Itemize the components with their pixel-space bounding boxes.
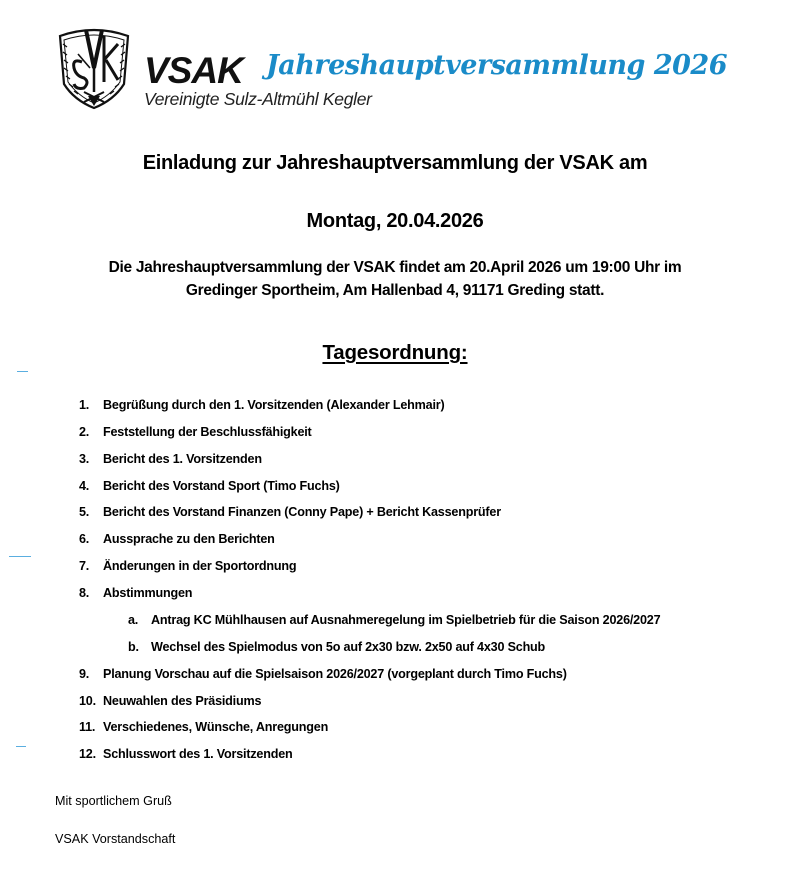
agenda-item-text: Abstimmungen bbox=[103, 586, 193, 600]
brand-name: VSAK bbox=[144, 50, 243, 91]
agenda-item-number: 7. bbox=[79, 559, 90, 573]
agenda-item-text: Planung Vorschau auf die Spielsaison 2026/2027 (vorgeplant durch Timo Fuchs) bbox=[103, 667, 567, 681]
agenda-item-number: 12. bbox=[79, 747, 96, 761]
meeting-details-line-1: Die Jahreshauptversammlung der VSAK findet am 20.April 2026 um 19:00 Uhr im bbox=[108, 259, 682, 276]
meeting-date: Montag, 20.04.2026 bbox=[306, 210, 484, 232]
brand-subtitle: Vereinigte Sulz-Altmühl Kegler bbox=[144, 89, 372, 109]
agenda-item-number: 6. bbox=[79, 532, 90, 546]
margin-mark bbox=[9, 556, 31, 557]
margin-mark bbox=[17, 371, 28, 372]
meeting-details-line-2: Gredinger Sportheim, Am Hallenbad 4, 91171 Greding statt. bbox=[185, 282, 605, 299]
brand-block bbox=[144, 50, 372, 109]
agenda-item-text: Bericht des Vorstand Sport (Timo Fuchs) bbox=[103, 479, 340, 493]
closing-greeting: Mit sportlichem Gruß bbox=[55, 794, 172, 808]
agenda-item-text: Aussprache zu den Berichten bbox=[103, 532, 275, 546]
margin-mark bbox=[16, 746, 26, 747]
invitation-heading: Einladung zur Jahreshauptversammlung der VSAK am bbox=[142, 152, 648, 174]
agenda-subitem-letter: b. bbox=[128, 640, 139, 654]
agenda-item-text: Begrüßung durch den 1. Vorsitzenden (Alexander Lehmair) bbox=[103, 398, 445, 412]
agenda-item-text: Verschiedenes, Wünsche, Anregungen bbox=[103, 720, 329, 734]
document-title: Jahreshauptversammlung 2026 bbox=[266, 50, 727, 81]
agenda-item-number: 9. bbox=[79, 667, 90, 681]
agenda-item-text: Feststellung der Beschlussfähigkeit bbox=[103, 425, 312, 439]
agenda-item-text: Schlusswort des 1. Vorsitzenden bbox=[103, 747, 293, 761]
agenda-item-text: Bericht des Vorstand Finanzen (Conny Pape) + Bericht Kassenprüfer bbox=[103, 505, 501, 519]
agenda-item-number: 3. bbox=[79, 452, 90, 466]
agenda-subitem-text: Wechsel des Spielmodus von 5o auf 2x30 bzw. 2x50 auf 4x30 Schub bbox=[151, 640, 546, 654]
agenda-item-number: 2. bbox=[79, 425, 90, 439]
agenda-item-number: 8. bbox=[79, 586, 90, 600]
agenda-item-number: 11. bbox=[79, 720, 96, 734]
agenda-item-number: 4. bbox=[79, 479, 90, 493]
agenda-item-text: Bericht des 1. Vorsitzenden bbox=[103, 452, 262, 466]
agenda-title: Tagesordnung: bbox=[322, 341, 468, 364]
closing-signature: VSAK Vorstandschaft bbox=[55, 832, 176, 846]
agenda-subitem-text: Antrag KC Mühlhausen auf Ausnahmeregelung im Spielbetrieb für die Saison 2026/2027 bbox=[151, 613, 661, 627]
vsak-crest-logo-icon bbox=[54, 22, 134, 114]
agenda-item-number: 10. bbox=[79, 694, 96, 708]
agenda-item-number: 5. bbox=[79, 505, 90, 519]
agenda-item-number: 1. bbox=[79, 398, 90, 412]
agenda-item-text: Neuwahlen des Präsidiums bbox=[103, 694, 262, 708]
agenda-subitem-letter: a. bbox=[128, 613, 139, 627]
agenda-item-text: Änderungen in der Sportordnung bbox=[103, 559, 297, 573]
meeting-details bbox=[0, 256, 790, 302]
